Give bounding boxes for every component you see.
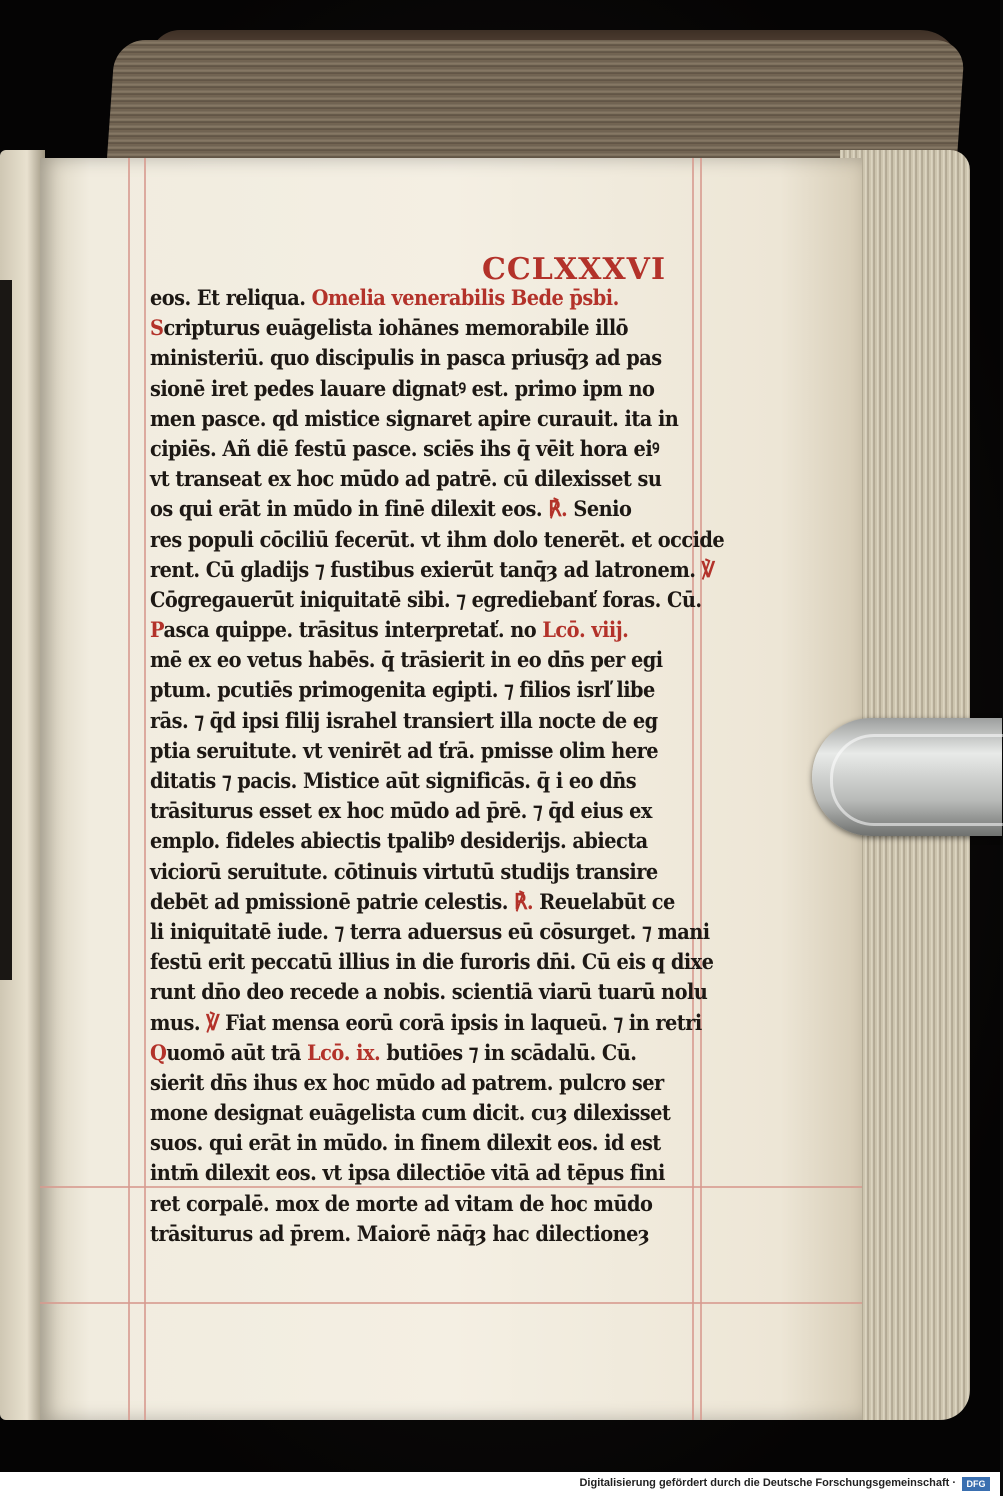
line-text: runt dn̄o deo recede a nobis. scientiā viarū tuarū nolu [150, 980, 708, 1006]
footer-bar [0, 1472, 1000, 1496]
line-text: sierit dn̄s ihus ex hoc mūdo ad patrem. pulcro ser [150, 1070, 664, 1096]
text-line [150, 797, 701, 827]
rubric-text: Q [150, 1040, 167, 1066]
text-line [150, 556, 715, 586]
text-line [150, 1009, 701, 1039]
line-text: uomō aūt trā [166, 1040, 308, 1066]
line-text: Senio [573, 497, 632, 523]
line-text: os qui erāt in mūdo in finē dilexit eos. [150, 497, 549, 523]
line-text: asca quippe. trāsitus interpretať. no [163, 618, 543, 644]
rubric-text: S [150, 316, 164, 342]
rubric-text: Omelia venerabilis Bede p̄sbi. [311, 286, 619, 311]
rubric-text: ℣ [206, 1010, 226, 1036]
text-line [150, 586, 701, 616]
line-text: viciorū seruitute. cōtinuis virtutū studijs transire [150, 859, 658, 885]
text-line [150, 1220, 701, 1250]
text-line [150, 1190, 701, 1220]
line-text: vt transeat ex hoc mūdo ad patrē. cū dilexisset su [150, 467, 662, 493]
rubric-text: ℟. [548, 497, 574, 523]
rubric-text: ℟. [514, 889, 540, 915]
text-line [150, 737, 701, 767]
text-line [150, 888, 701, 918]
line-text: men pasce. qd mistice signaret apire curauit. ita in [150, 406, 679, 432]
line-text: mus. [150, 1010, 207, 1036]
line-text: ptum. pcutiēs primogenita egipti. ⁊ filios isrľ libe [150, 678, 655, 704]
text-line [150, 767, 701, 797]
text-line [150, 707, 701, 737]
text-line [150, 676, 701, 706]
line-text: trāsiturus esset ex hoc mūdo ad p̄rē. ⁊ q̄d eius ex [150, 799, 652, 825]
folio-number: CCLXXXVI [482, 252, 666, 287]
rubric-text: Lcō. viij. [542, 618, 629, 644]
text-line [150, 344, 701, 374]
dfg-logo: DFG [962, 1477, 990, 1491]
margin-rule-left-outer [144, 158, 146, 1420]
line-text: butiōes ⁊ in scādalū. Cū. [386, 1040, 637, 1066]
text-line [150, 978, 708, 1008]
page-clip-highlight [830, 734, 1003, 826]
text-line [150, 858, 701, 888]
gutter-shadow [0, 280, 12, 980]
text-line [150, 314, 701, 344]
text-line [150, 435, 701, 465]
line-text: intm̄ dilexit eos. vt ipsa dilectiōe vitā ad tēpus fini [150, 1161, 665, 1187]
line-text: sionē iret pedes lauare dignatꝰ est. primo ipm no [150, 376, 655, 402]
text-line [150, 1129, 701, 1159]
text-line [150, 948, 714, 978]
line-text: mone designat euāgelista cum dicit. cuȝ dilexisset [150, 1101, 671, 1127]
text-line [150, 375, 701, 405]
line-text: mē ex eo vetus habēs. q̄ trāsierit in eo dn̄s per egi [150, 648, 663, 674]
line-text: ditatis ⁊ pacis. Mistice aūt significās. q̄ i eo dn̄s [150, 769, 637, 794]
text-line [150, 405, 701, 435]
line-text: debēt ad pmissionē patrie celestis. [150, 889, 515, 915]
line-text: ptia seruitute. vt venirēt ad ťrā. pmisse olim here [150, 738, 659, 764]
line-text: ministeriū. quo discipulis in pasca priusq̄ȝ ad pas [150, 346, 662, 372]
text-line [150, 1159, 701, 1189]
line-text: Fiat mensa eorū corā ipsis in laqueū. ⁊ in retri [225, 1010, 702, 1036]
line-text: festū erit peccatū illius in die furoris dn̄i. Cū eis q dixe [150, 950, 714, 976]
line-text: emplo. fideles abiectis tpalibꝰ desiderijs. abiecta [150, 829, 648, 855]
funding-credit: Digitalisierung gefördert durch die Deutsche Forschungsgemeinschaft · [579, 1477, 956, 1489]
rubric-text: Lcō. ix. [307, 1040, 387, 1066]
margin-rule-left [128, 158, 130, 1420]
text-line [150, 918, 710, 948]
text-block [150, 284, 725, 1250]
line-text: rās. ⁊ q̄d ipsi filij israhel transiert illa nocte de eg [150, 708, 658, 734]
text-line [150, 1039, 701, 1069]
text-line [150, 526, 725, 556]
text-line [150, 827, 701, 857]
text-line [150, 1069, 701, 1099]
line-text: eos. Et reliqua. [150, 286, 312, 311]
text-line [150, 1099, 701, 1129]
line-text: li iniquitatē iude. ⁊ terra aduersus eū cōsurget. ⁊ mani [150, 919, 710, 945]
line-text: Cōgregauerūt iniquitatē sibi. ⁊ egrediebanť foras. Cū. [150, 587, 702, 613]
line-text: ret corpalē. mox de morte ad vitam de hoc mūdo [150, 1191, 653, 1217]
text-line [150, 646, 701, 676]
margin-rule-bottom-lower [40, 1302, 862, 1304]
text-line [150, 495, 701, 525]
line-text: cipiēs. Añ diē festū pasce. sciēs ihs q̄ vēit hora eiꝰ [150, 436, 659, 462]
line-text: cripturus euāgelista iohānes memorabile illō [163, 316, 629, 342]
line-text: res populi cōciliū fecerūt. vt ihm dolo tenerēt. et occide [150, 527, 725, 553]
text-line [150, 465, 701, 495]
rubric-text: P [150, 618, 164, 644]
text-line [150, 616, 701, 646]
line-text: trāsiturus ad p̄rem. Maiorē nāq̄ȝ hac dilectioneȝ [150, 1221, 650, 1247]
rubric-text: ℣ [701, 557, 715, 583]
text-line [150, 284, 701, 314]
line-text: rent. Cū gladijs ⁊ fustibus exierūt tanq̄ȝ ad latronem. [150, 557, 702, 583]
line-text: suos. qui erāt in mūdo. in finem dilexit eos. id est [150, 1131, 661, 1157]
line-text: Reuelabūt ce [539, 889, 675, 915]
